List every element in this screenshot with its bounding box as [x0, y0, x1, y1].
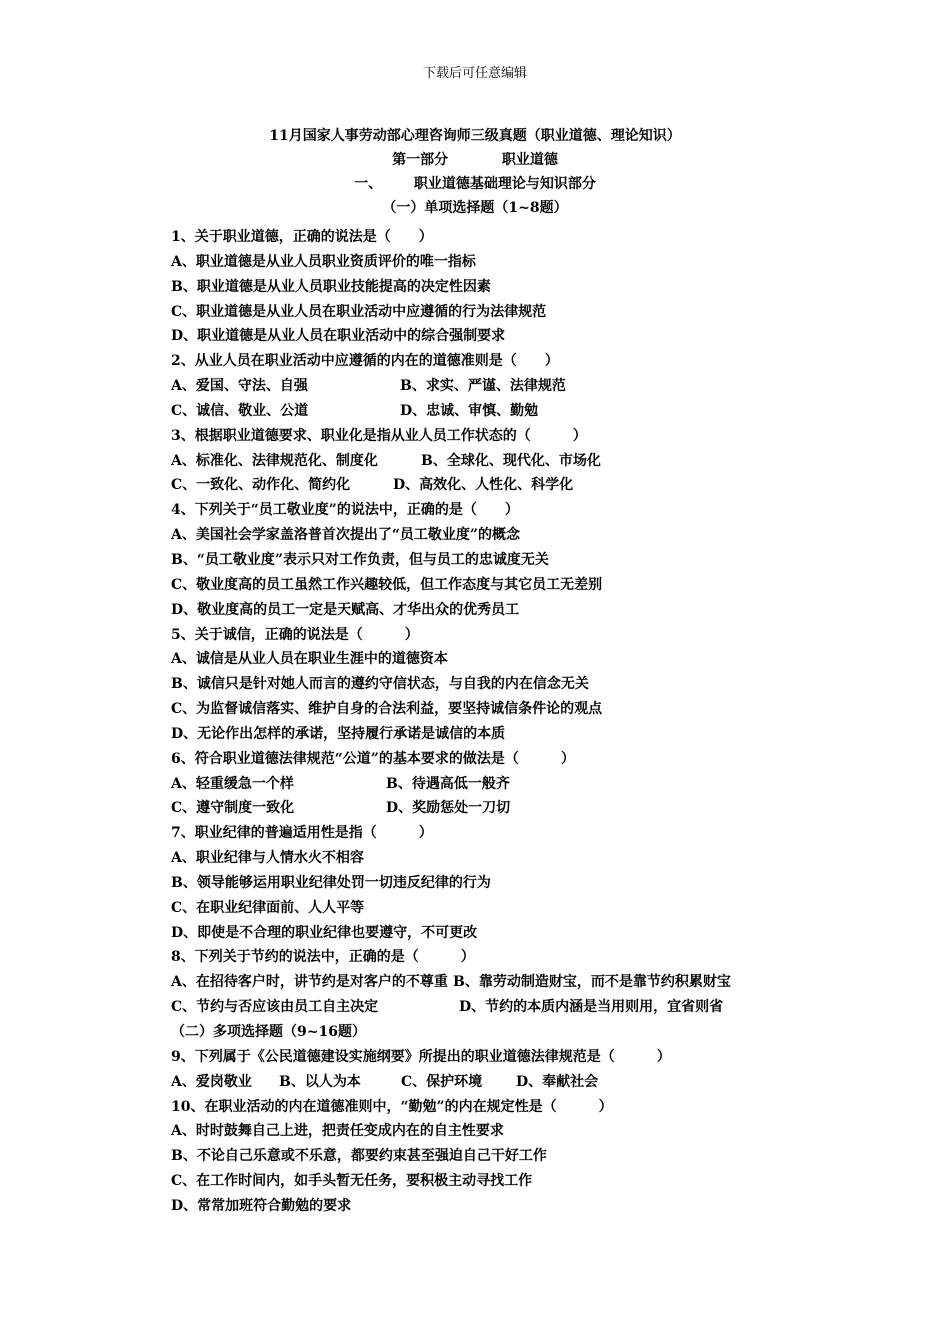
question-7-option-c: C、在职业纪律面前、人人平等 [171, 899, 365, 916]
question-5-option-c: C、为监督诚信落实、维护自身的合法利益，要坚持诚信条件论的观点 [171, 701, 603, 718]
question-10-option-d: D、常常加班符合勤勉的要求 [171, 1197, 352, 1214]
question-10-option-a: A、时时鼓舞自己上进，把责任变成内在的自主性要求 [171, 1123, 504, 1140]
question-10-option-b: B、不论自己乐意或不乐意，都要约束甚至强迫自己干好工作 [171, 1148, 547, 1165]
question-1-option-d: D、职业道德是从业人员在职业活动中的综合强制要求 [171, 328, 506, 345]
document-title: 11月国家人事劳动部心理咨询师三级真题（职业道德、理论知识） [269, 128, 681, 144]
question-3-option-b: B、全球化、现代化、市场化 [421, 452, 601, 469]
question-9-option-a: A、爱岗敬业 [171, 1073, 252, 1090]
question-3-stem: 3、根据职业道德要求、职业化是指从业人员工作状态的（ ） [171, 427, 587, 444]
question-8-option-d: D、节约的本质内涵是当用则用，宜省则省 [459, 999, 724, 1016]
part-name: 职业道德 [501, 152, 558, 168]
question-2-options-ab [171, 374, 871, 399]
question-3-option-d: D、高效化、人性化、科学化 [393, 477, 574, 494]
question-8-option-b: B、靠劳动制造财宝，而不是靠节约积累财宝 [453, 974, 731, 991]
subsection-single-choice: （一）单项选择题（1~8题） [382, 200, 568, 216]
question-5-option-b: B、诚信只是针对她人而言的遵约守信状态，与自我的内在信念无关 [171, 676, 589, 693]
question-6-option-c: C、遵守制度一致化 [171, 800, 295, 817]
section-name: 职业道德基础理论与知识部分 [413, 176, 596, 192]
question-8-stem: 8、下列关于节约的说法中，正确的是（ ） [171, 949, 475, 966]
question-8-options-cd [171, 995, 871, 1020]
question-9-options [171, 1070, 871, 1095]
question-9-option-c: C、保护环境 [401, 1073, 483, 1090]
question-4-option-b: B、“员工敬业度”表示只对工作负责，但与员工的忠诚度无关 [171, 551, 549, 568]
question-5-option-d: D、无论作出怎样的承诺，坚持履行承诺是诚信的本质 [171, 725, 506, 742]
question-7-option-a: A、职业纪律与人情水火不相容 [171, 850, 364, 867]
question-6-option-b: B、待遇高低一般齐 [386, 775, 510, 792]
question-1-stem: 1、关于职业道德，正确的说法是（ ） [171, 229, 433, 245]
question-8-option-a: A、在招待客户时，讲节约是对客户的不尊重 [171, 974, 448, 991]
question-10-stem: 10、在职业活动的内在道德准则中，“勤勉”的内在规定性是（ ） [171, 1098, 613, 1115]
question-4-option-a: A、美国社会学家盖洛普首次提出了“员工敬业度”的概念 [171, 527, 520, 544]
title-block [0, 124, 950, 220]
question-6-stem: 6、符合职业道德法律规范“公道”的基本要求的做法是（ ） [171, 750, 575, 767]
question-1-option-c: C、职业道德是从业人员在职业活动中应遵循的行为法律规范 [171, 303, 547, 320]
question-2-options-cd [171, 399, 871, 424]
question-list [171, 225, 871, 1219]
question-4-stem: 4、下列关于“员工敬业度”的说法中，正确的是（ ） [171, 502, 519, 519]
question-3-option-c: C、一致化、动作化、简约化 [171, 477, 351, 494]
question-2-option-c: C、诚信、敬业、公道 [171, 402, 309, 419]
question-6-option-a: A、轻重缓急一个样 [171, 775, 294, 792]
question-5-stem: 5、关于诚信，正确的说法是（ ） [171, 626, 419, 643]
question-10-option-c: C、在工作时间内，如手头暂无任务，要积极主动寻找工作 [171, 1173, 533, 1190]
section-heading [0, 172, 950, 196]
question-8-option-c: C、节约与否应该由员工自主决定 [171, 999, 379, 1016]
part-heading [0, 148, 950, 172]
question-1-option-a: A、职业道德是从业人员职业资质评价的唯一指标 [171, 253, 476, 270]
question-7-option-b: B、领导能够运用职业纪律处罚一切违反纪律的行为 [171, 874, 491, 891]
question-7-stem: 7、职业纪律的普遍适用性是指（ ） [171, 825, 433, 842]
question-7-option-d: D、即使是不合理的职业纪律也要遵守，不可更改 [171, 924, 478, 941]
question-3-options-ab [171, 449, 871, 474]
question-8-options-ab [171, 970, 871, 995]
question-6-options-cd [171, 796, 871, 821]
section-number: 一、 [354, 176, 383, 192]
subsection-multiple-choice: （二）多项选择题（9~16题） [171, 1024, 366, 1040]
question-4-option-c: C、敬业度高的员工虽然工作兴趣较低，但工作态度与其它员工无差别 [171, 576, 603, 593]
question-9-stem: 9、下列属于《公民道德建设实施纲要》所提出的职业道德法律规范是（ ） [171, 1048, 671, 1065]
question-2-option-a: A、爱国、守法、自强 [171, 378, 308, 395]
question-9-option-b: B、以人为本 [279, 1073, 361, 1090]
question-5-option-a: A、诚信是从业人员在职业生涯中的道德资本 [171, 651, 448, 668]
question-1-option-b: B、职业道德是从业人员职业技能提高的决定性因素 [171, 278, 491, 295]
question-6-option-d: D、奖励惩处一刀切 [386, 800, 511, 817]
page-header-note: 下载后可任意编辑 [422, 66, 527, 81]
question-3-options-cd [171, 473, 871, 498]
question-2-option-b: B、求实、严谨、法律规范 [400, 378, 566, 395]
question-3-option-a: A、标准化、法律规范化、制度化 [171, 452, 378, 469]
question-6-options-ab [171, 772, 871, 797]
question-2-option-d: D、忠诚、审慎、勤勉 [400, 402, 539, 419]
question-9-option-d: D、奉献社会 [516, 1073, 599, 1090]
question-2-stem: 2、从业人员在职业活动中应遵循的内在的道德准则是（ ） [171, 353, 559, 370]
part-label: 第一部分 [392, 152, 449, 168]
question-4-option-d: D、敬业度高的员工一定是天赋高、才华出众的优秀员工 [171, 601, 520, 618]
